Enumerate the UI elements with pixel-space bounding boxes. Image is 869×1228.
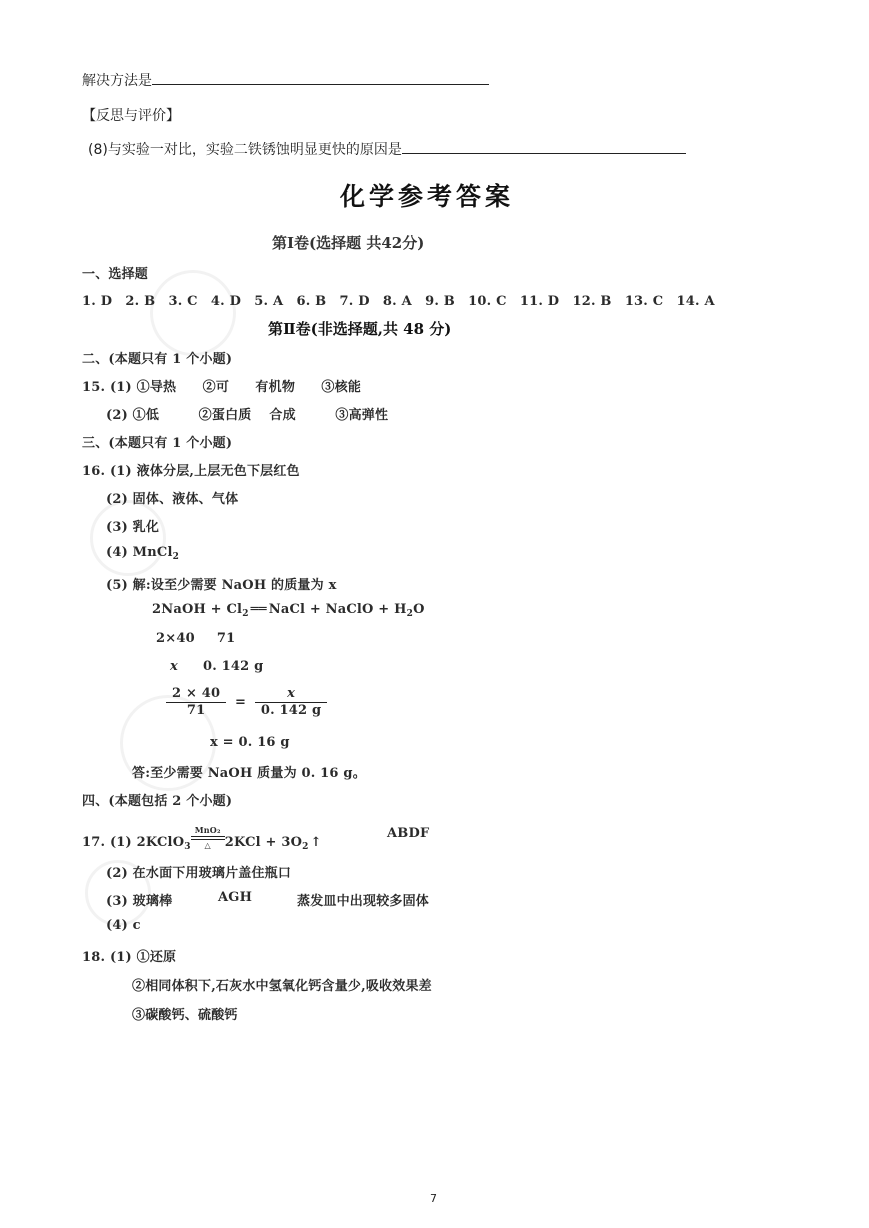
page-number: 7 — [430, 1192, 437, 1205]
q16-part5: (5) 解:设至少需要 NaOH 的质量为 x — [106, 578, 337, 593]
ratio-line: 2×40 71 — [156, 631, 236, 646]
answer-blank[interactable] — [402, 139, 686, 154]
q18-part3: ③碳酸钙、硫酸钙 — [132, 1008, 238, 1023]
q17-part2: (2) 在水面下用玻璃片盖住瓶口 — [106, 866, 292, 881]
reflection-heading: 【反思与评价】 — [82, 108, 180, 124]
q16-part2: (2) 固体、液体、气体 — [106, 492, 239, 507]
question-8-text: (8)与实验一对比，实验二铁锈蚀明显更快的原因是 — [88, 142, 402, 158]
q17-part1: 17. (1) 2KClO$_3$MnO₂ △ $2KCl + 3O_2$ ↑ — [82, 825, 322, 852]
chemical-equation: 2NaOH + $Cl_2$ ══ NaCl + NaClO + $H_2O$ — [152, 602, 425, 619]
watermark-seal — [90, 500, 166, 576]
section-2-heading: 二、(本题只有 1 个小题) — [82, 352, 233, 367]
reaction-condition: MnO₂ △ — [191, 826, 225, 850]
q18-part1: 18. (1) ①还原 — [82, 950, 177, 965]
answer-blank[interactable] — [152, 70, 489, 85]
q17-part3-a: (3) 玻璃棒 — [106, 894, 173, 909]
part1-heading-cut: 第Ⅰ卷(选择题 共42分) — [272, 234, 425, 252]
mc-answers: 1. D 2. B 3. C 4. D 5. A 6. B 7. D 8. A 9. B 10. C 11. D 12. B 13. C 14. A — [82, 294, 715, 309]
part2-heading: 第Ⅱ卷(非选择题,共 48 分) — [268, 320, 452, 338]
fraction-left: $\frac{2 \times 40}{71}$ — [166, 686, 226, 719]
q17-part4: (4) c — [106, 918, 141, 933]
section-3-heading: 三、(本题只有 1 个小题) — [82, 436, 233, 451]
method-line — [82, 70, 489, 90]
q17-part3-c: 蒸发皿中出现较多固体 — [297, 894, 430, 909]
proportion: $\frac{2 \times 40}{71}$ = $\frac{x}{0. 142 g}$ — [166, 686, 327, 719]
q18-part2: ②相同体积下,石灰水中氢氧化钙含量少,吸收效果差 — [132, 979, 432, 994]
q16-part1: 16. (1) 液体分层,上层无色下层红色 — [82, 464, 300, 479]
given-line: x 0. 142 g — [170, 659, 264, 674]
q16-part3: (3) 乳化 — [106, 520, 160, 535]
question-8 — [88, 139, 686, 159]
method-label: 解决方法是 — [82, 73, 152, 89]
fraction-right: $\frac{x}{0. 142 g}$ — [255, 686, 327, 719]
q16-part4: (4) MnCl$_2$ — [106, 545, 180, 562]
section-4-heading: 四、(本题包括 2 个小题) — [82, 794, 233, 809]
answer-line: 答:至少需要 NaOH 质量为 0. 16 g。 — [132, 766, 366, 781]
answer-key-title: 化学参考答案 — [340, 182, 515, 211]
q17-abdf: ABDF — [387, 826, 430, 841]
watermark-seal — [150, 270, 236, 356]
q15-part1: 15. (1) ①导热 ②可 有机物 ③核能 — [82, 380, 362, 395]
q15-part2: (2) ①低 ②蛋白质 合成 ③高弹性 — [106, 408, 389, 423]
section-1-heading: 一、选择题 — [82, 267, 149, 282]
q17-part3-b: AGH — [218, 890, 253, 905]
result-line: x = 0. 16 g — [210, 735, 290, 750]
